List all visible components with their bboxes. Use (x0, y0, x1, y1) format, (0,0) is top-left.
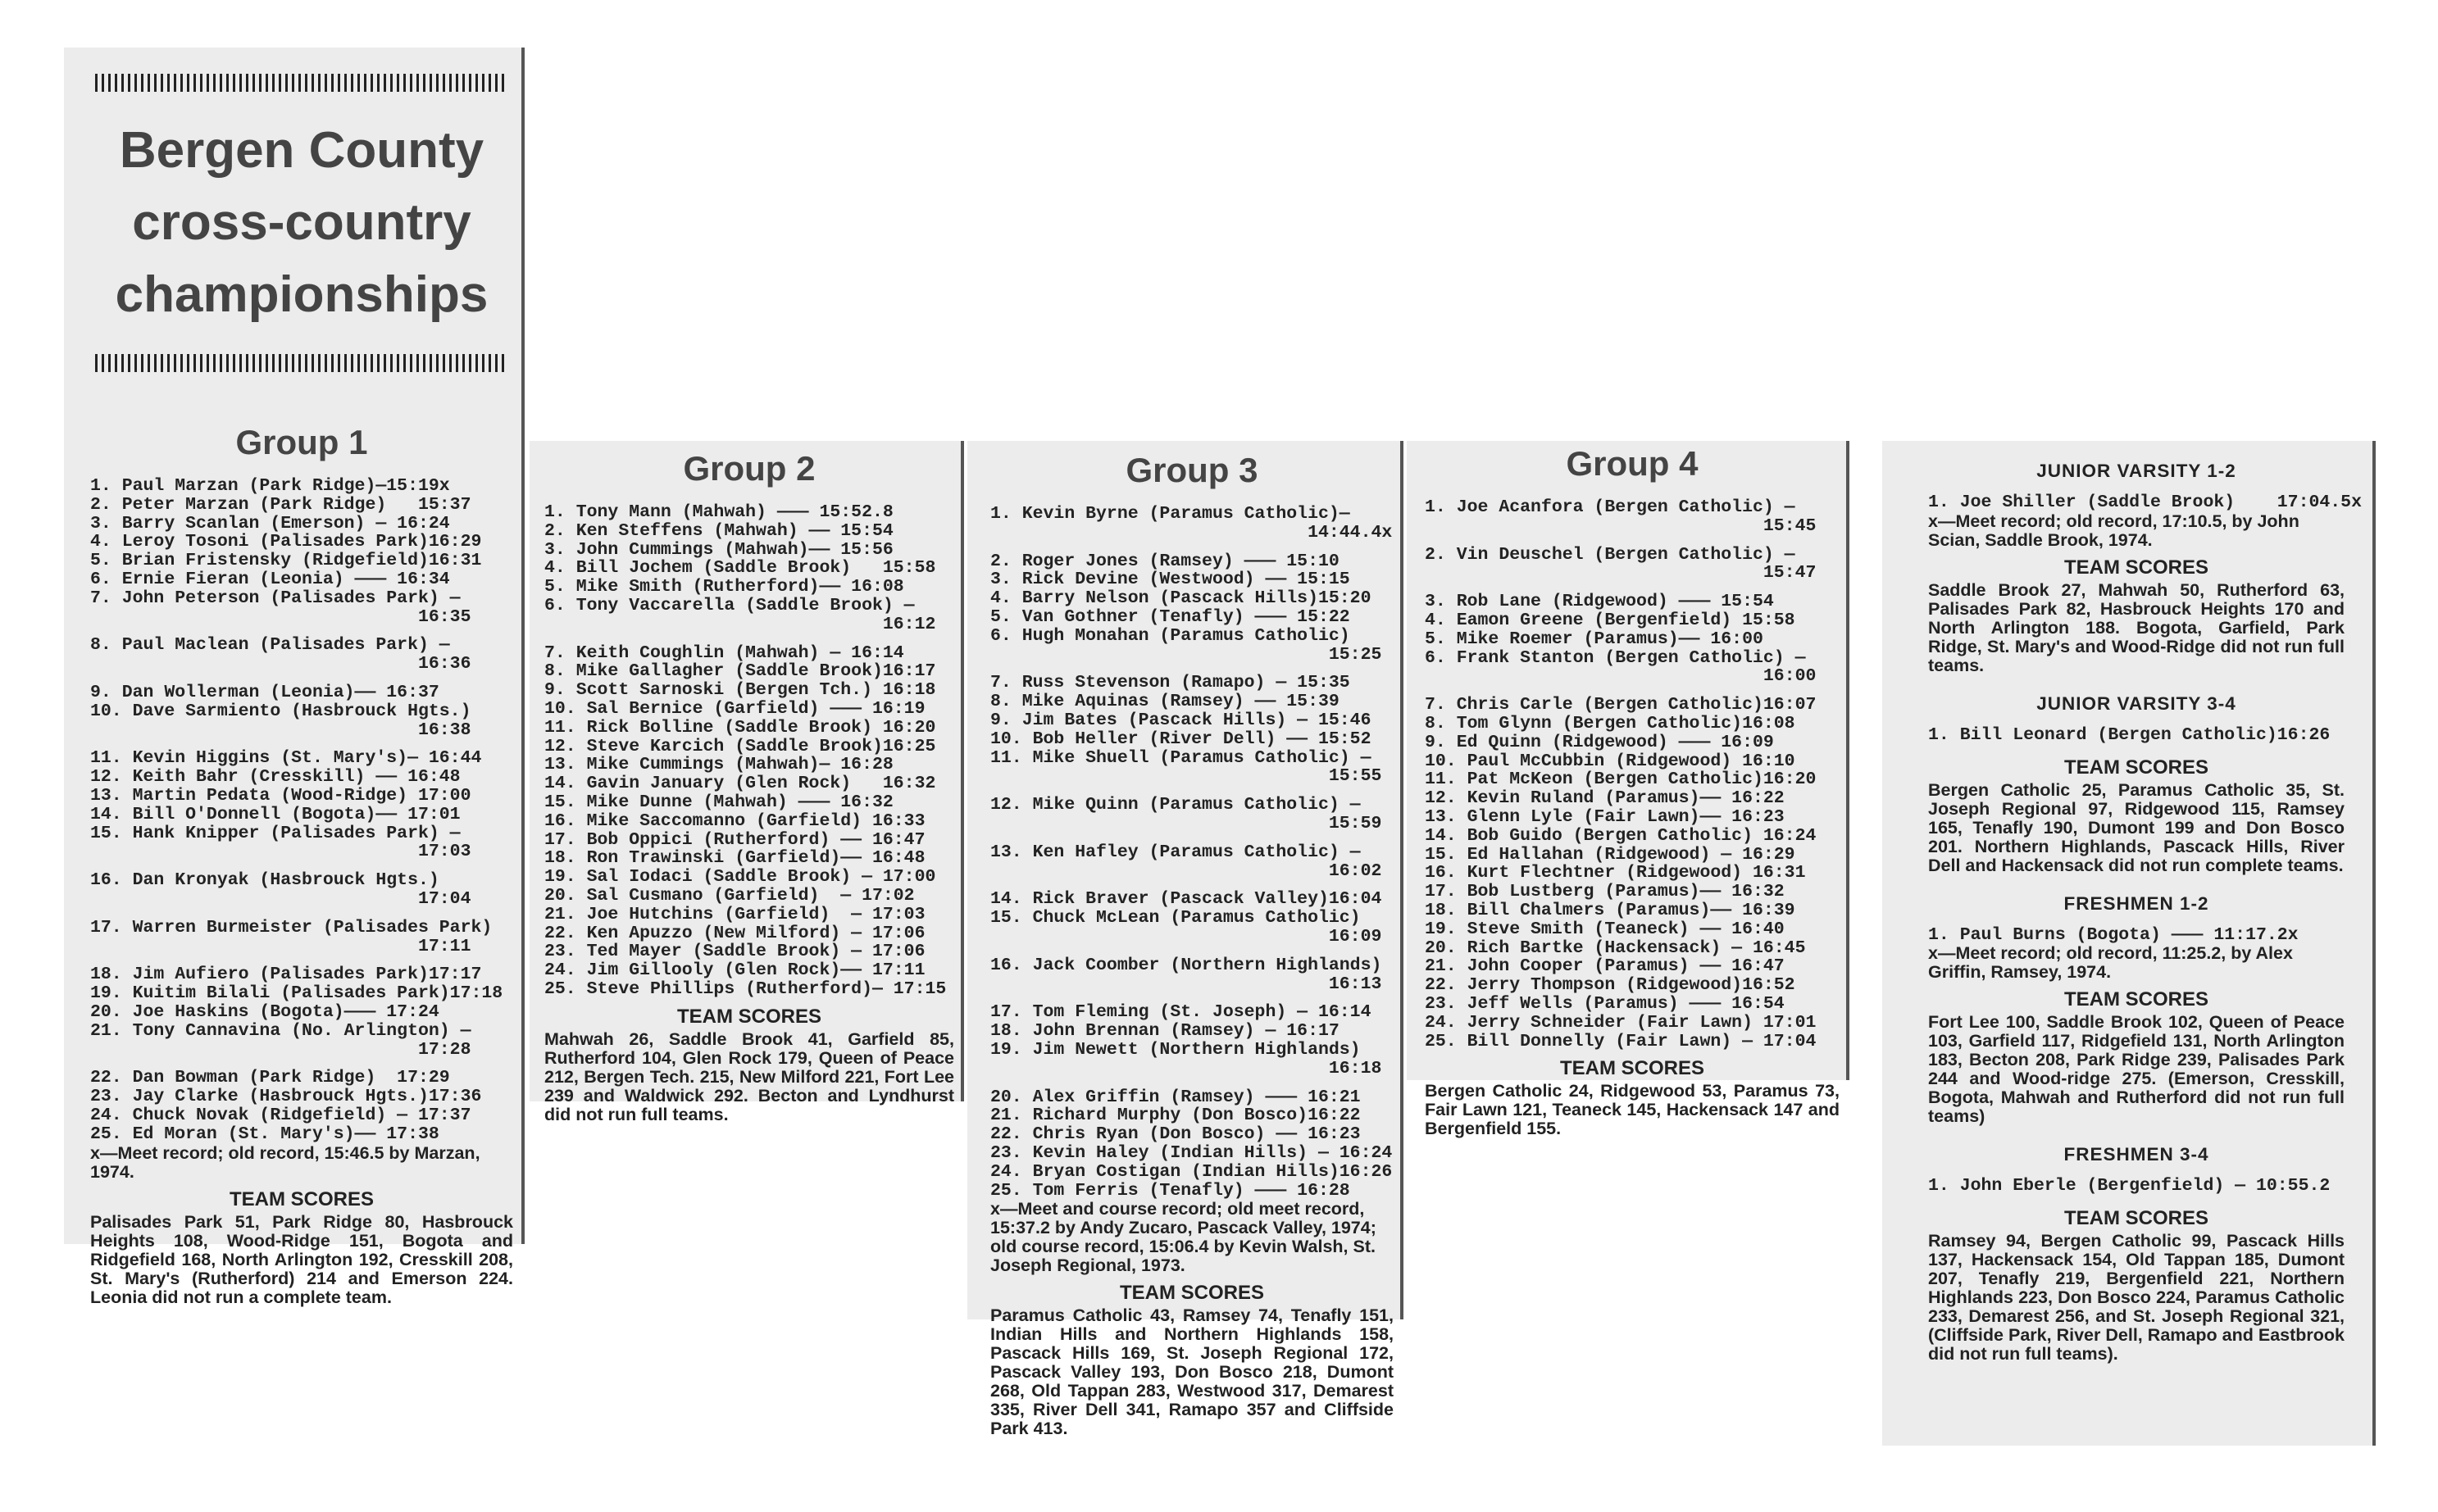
result-line: 14. Bob Guido (Bergen Catholic) 16:24 (1425, 825, 1817, 846)
clipping-group-2 (530, 441, 964, 1124)
fr12-team-scores: Fort Lee 100, Saddle Brook 102, Queen of Peace 103, Garfield 117, Ridgefield 131, North Arlington 183, Becton 208, Park Ridge 239, Palisades Park 244 and Wood-ridge 275. (Emerson, Cresskill, Bogota, Mahwah and Rutherford did not run full teams) (1928, 1012, 2345, 1127)
group-4-title: Group 4 (1566, 444, 1699, 483)
result-line: 14. Bill O'Donnell (Bogota)—— 17:01 (90, 804, 461, 824)
result-line: 5. Brian Fristensky (Ridgefield)16:31 (90, 551, 482, 571)
fr34-title: FRESHMEN 3-4 (2063, 1144, 2209, 1165)
result-line: 12. Mike Quinn (Paramus Catholic) — (990, 795, 1361, 815)
result-line: 10. Paul McCubbin (Ridgewood) 16:10 (1425, 751, 1795, 771)
result-line: 15. Hank Knipper (Palisades Park) — (90, 823, 461, 843)
result-line: 2. Ken Steffens (Mahwah) —— 15:54 (544, 520, 894, 541)
top-rule (95, 74, 508, 92)
result-line: 11. Kevin Higgins (St. Mary's)— 16:44 (90, 748, 482, 769)
clipping-group-3 (967, 441, 1403, 1439)
headline-line-3: championships (115, 266, 489, 323)
result-line: 17. Bob Lustberg (Paramus)—— 16:32 (1425, 882, 1785, 902)
result-line: 21. John Cooper (Paramus) —— 16:47 (1425, 956, 1785, 977)
result-line: 25. Ed Moran (St. Mary's)—— 17:38 (90, 1124, 439, 1144)
result-line: 6. Frank Stanton (Bergen Catholic) — (1425, 647, 1806, 668)
result-line: 8. Mike Gallagher (Saddle Brook)16:17 (544, 661, 936, 682)
jv34-team-scores-title: TEAM SCORES (2063, 756, 2208, 779)
result-line: 1. Joe Acanfora (Bergen Catholic) — (1425, 497, 1795, 517)
result-line: 8. Paul Maclean (Palisades Park) — (90, 635, 450, 656)
result-line: 16. Kurt Flechtner (Ridgewood) 16:31 (1425, 863, 1806, 883)
group-1-note: x—Meet record; old record, 15:46.5 by Marzan, 1974. (90, 1142, 480, 1182)
fr34-team-scores-title: TEAM SCORES (2063, 1207, 2208, 1230)
result-line: 20. Sal Cusmano (Garfield) — 17:02 (544, 885, 915, 906)
group-3-team-scores-title: TEAM SCORES (1119, 1282, 1264, 1305)
result-line: 2. Roger Jones (Ramsey) ——— 15:10 (990, 551, 1340, 571)
result-line: 5. Van Gothner (Tenafly) ——— 15:22 (990, 606, 1350, 627)
result-line: 16:35 (90, 606, 471, 627)
result-line: 16:36 (90, 654, 471, 674)
headline-line-2: cross-country (132, 194, 471, 251)
group-1-team-scores-title: TEAM SCORES (229, 1187, 374, 1210)
result-line: 25. Tom Ferris (Tenafly) ——— 16:28 (990, 1180, 1350, 1201)
result-line: 23. Ted Mayer (Saddle Brook) — 17:06 (544, 942, 926, 962)
group-3-title: Group 3 (1126, 451, 1258, 489)
headline-line-1: Bergen County (119, 122, 484, 179)
group-1-team-scores: Palisades Park 51, Park Ridge 80, Hasbrouck Heights 108, Wood-Ridge 151, Bogota and Ridgefield 168, North Arlington 192, Cresskill 208, St. Mary's (Rutherford) 214 and Emerson 224. Leonia did not run a complete team. (90, 1211, 513, 1307)
result-line: 7. Russ Stevenson (Ramapo) — 15:35 (990, 673, 1350, 693)
result-line: 25. Bill Donnelly (Fair Lawn) — 17:04 (1425, 1031, 1817, 1051)
result-line: 18. Jim Aufiero (Palisades Park)17:17 (90, 965, 482, 985)
fr34-team-scores: Ramsey 94, Bergen Catholic 99, Pascack Hills 137, Hackensack 154, Old Tappan 185, Dumont 207, Tenafly 219, Bergenfield 221, Northern Highlands 223, Don Bosco 224, Paramus Catholic 233, Demarest 256, and St. Joseph Regional 321, (Cliffside Park, River Dell, Ramapo and Eastbrook did not run full teams). (1928, 1231, 2345, 1364)
result-line: 17:11 (90, 936, 471, 956)
result-line: 7. Chris Carle (Bergen Catholic)16:07 (1425, 695, 1817, 715)
result-line: 8. Tom Glynn (Bergen Catholic)16:08 (1425, 713, 1795, 733)
result-line: 3. Rob Lane (Ridgewood) ——— 15:54 (1425, 592, 1774, 612)
result-line: 3. Rick Devine (Westwood) —— 15:15 (990, 570, 1350, 590)
result-line: 13. Martin Pedata (Wood-Ridge) 17:00 (90, 785, 471, 806)
clipping-group-4 (1407, 441, 1849, 1139)
result-line: 7. Keith Coughlin (Mahwah) — 16:14 (544, 642, 904, 663)
result-line: 3. John Cummings (Mahwah)—— 15:56 (544, 539, 894, 560)
result-line: 19. Steve Smith (Teaneck) —— 16:40 (1425, 919, 1785, 939)
jv12-team-scores: Saddle Brook 27, Mahwah 50, Rutherford 63, Palisades Park 82, Hasbrouck Heights 170 and North Arlington 188. Bogota, Garfield, Park Ridge, St. Mary's and Wood-Ridge did not run full teams. (1928, 579, 2345, 675)
bottom-rule (95, 354, 508, 372)
result-line: 20. Alex Griffin (Ramsey) ——— 16:21 (990, 1087, 1361, 1107)
result-line: 15:59 (990, 813, 1382, 833)
group-4-team-scores-title: TEAM SCORES (1559, 1057, 1704, 1080)
group-3-team-scores: Paramus Catholic 43, Ramsey 74, Tenafly 151, Indian Hills and Northern Highlands 158, Pascack Hills 169, St. Joseph Regional 172, Pascack Valley 193, Don Bosco 218, Dumont 268, Old Tappan 283, Westwood 317, Demarest 335, River Dell 341, Ramapo 357 and Cliffside Park 413. (990, 1305, 1394, 1439)
group-1-title: Group 1 (235, 423, 368, 461)
result-line: 9. Dan Wollerman (Leonia)—— 16:37 (90, 682, 439, 702)
result-line: 24. Jerry Schneider (Fair Lawn) 17:01 (1425, 1012, 1817, 1033)
result-line: 17:04 (90, 888, 471, 909)
result-line: 22. Jerry Thompson (Ridgewood)16:52 (1425, 975, 1795, 996)
jv12-result: 1. Joe Shiller (Saddle Brook) 17:04.5x (1928, 493, 2362, 512)
result-line: 25. Steve Phillips (Rutherford)— 17:15 (544, 978, 947, 999)
result-line: 21. Joe Hutchins (Garfield) — 17:03 (544, 904, 926, 924)
result-line: 16:09 (990, 926, 1382, 947)
result-line: 23. Jay Clarke (Hasbrouck Hgts.)17:36 (90, 1087, 482, 1107)
fr12-title: FRESHMEN 1-2 (2063, 892, 2209, 914)
result-line: 10. Dave Sarmiento (Hasbrouck Hgts.) (90, 701, 471, 721)
group-2-team-scores: Mahwah 26, Saddle Brook 41, Garfield 85, Rutherford 104, Glen Rock 179, Queen of Peace 212, Bergen Tech. 215, New Milford 221, Fort Lee 239 and Waldwick 292. Becton and Lyndhurst did not run full teams. (544, 1028, 954, 1124)
result-line: 22. Dan Bowman (Park Ridge) 17:29 (90, 1068, 450, 1088)
result-line: 13. Ken Hafley (Paramus Catholic) — (990, 842, 1361, 862)
result-line: 19. Kuitim Bilali (Palisades Park)17:18 (90, 983, 503, 1004)
jv12-title: JUNIOR VARSITY 1-2 (2036, 461, 2236, 481)
result-line: 13. Mike Cummings (Mahwah)— 16:28 (544, 755, 894, 775)
result-line: 15. Chuck McLean (Paramus Catholic) (990, 908, 1361, 929)
result-line: 16. Jack Coomber (Northern Highlands) (990, 955, 1382, 975)
result-line: 6. Tony Vaccarella (Saddle Brook) — (544, 595, 915, 615)
group-3-note: x—Meet and course record; old meet record, 15:37.2 by Andy Zucaro, Pascack Valley, 1974; old course record, 15:06.4 by Kevin Walsh, St. Joseph Regional, 1973. (990, 1199, 1376, 1276)
result-line: 24. Chuck Novak (Ridgefield) — 17:37 (90, 1105, 471, 1125)
headline (90, 115, 513, 331)
result-line: 4. Barry Nelson (Pascack Hills)15:20 (990, 588, 1371, 609)
result-line: 1. Kevin Byrne (Paramus Catholic)— (990, 504, 1350, 524)
result-line: 16:12 (544, 614, 936, 634)
result-line: 19. Sal Iodaci (Saddle Brook) — 17:00 (544, 867, 936, 888)
result-line: 19. Jim Newett (Northern Highlands) (990, 1039, 1361, 1060)
group-2-team-scores-title: TEAM SCORES (676, 1005, 821, 1028)
result-line: 1. Paul Marzan (Park Ridge)—15:19x (90, 476, 450, 496)
result-line: 22. Chris Ryan (Don Bosco) —— 16:23 (990, 1124, 1361, 1145)
result-line: 6. Hugh Monahan (Paramus Catholic) (990, 625, 1350, 646)
result-line: 18. Ron Trawinski (Garfield)—— 16:48 (544, 848, 926, 869)
result-line: 22. Ken Apuzzo (New Milford) — 17:06 (544, 923, 926, 943)
result-line: 11. Rick Bolline (Saddle Brook) 16:20 (544, 717, 936, 738)
result-line: 1. Tony Mann (Mahwah) ——— 15:52.8 (544, 502, 894, 522)
fr12-team-scores-title: TEAM SCORES (2063, 988, 2208, 1011)
fr34-result: 1. John Eberle (Bergenfield) — 10:55.2 (1928, 1176, 2331, 1196)
result-line: 15:45 (1425, 515, 1817, 536)
result-line: 17. Warren Burmeister (Palisades Park) (90, 917, 493, 938)
result-line: 4. Leroy Tosoni (Palisades Park)16:29 (90, 532, 482, 552)
result-line: 15:25 (990, 644, 1382, 665)
result-line: 15:55 (990, 766, 1382, 787)
result-line: 20. Joe Haskins (Bogota)——— 17:24 (90, 1001, 439, 1022)
jv34-result: 1. Bill Leonard (Bergen Catholic)16:26 (1928, 724, 2331, 745)
result-line: 14. Rick Braver (Pascack Valley)16:04 (990, 889, 1382, 910)
result-line: 2. Vin Deuschel (Bergen Catholic) — (1425, 544, 1795, 565)
result-line: 9. Jim Bates (Pascack Hills) — 15:46 (990, 710, 1371, 730)
result-line: 23. Kevin Haley (Indian Hills) — 16:24 (990, 1142, 1393, 1163)
result-line: 9. Ed Quinn (Ridgewood) ——— 16:09 (1425, 732, 1774, 752)
result-line: 4. Eamon Greene (Bergenfield) 15:58 (1425, 610, 1795, 630)
jv12-team-scores-title: TEAM SCORES (2063, 556, 2208, 579)
result-line: 10. Bob Heller (River Dell) —— 15:52 (990, 729, 1371, 749)
result-line: 8. Mike Aquinas (Ramsey) —— 15:39 (990, 692, 1340, 712)
group-2-title: Group 2 (683, 449, 816, 488)
result-line: 3. Barry Scanlan (Emerson) — 16:24 (90, 513, 450, 534)
result-line: 11. Mike Shuell (Paramus Catholic) — (990, 747, 1371, 768)
result-line: 14:44.4x (990, 522, 1393, 543)
group-4-team-scores: Bergen Catholic 24, Ridgewood 53, Paramus 73, Fair Lawn 121, Teaneck 145, Hackensack 147 and Bergenfield 155. (1425, 1081, 1840, 1139)
result-line: 17. Tom Fleming (St. Joseph) — 16:14 (990, 1002, 1371, 1023)
jv34-title: JUNIOR VARSITY 3-4 (2036, 692, 2236, 714)
result-line: 16. Mike Saccomanno (Garfield) 16:33 (544, 810, 926, 831)
result-line: 16:38 (90, 720, 471, 740)
group-1-results (90, 477, 513, 1144)
result-line: 16:13 (990, 974, 1382, 994)
result-line: 4. Bill Jochem (Saddle Brook) 15:58 (544, 558, 936, 579)
result-line: 24. Jim Gillooly (Glen Rock)—— 17:11 (544, 960, 926, 981)
result-line: 12. Steve Karcich (Saddle Brook)16:25 (544, 736, 936, 756)
result-line: 17. Bob Oppici (Rutherford) —— 16:47 (544, 829, 926, 850)
result-line: 7. John Peterson (Palisades Park) — (90, 588, 461, 608)
result-line: 11. Pat McKeon (Bergen Catholic)16:20 (1425, 770, 1817, 790)
result-line: 23. Jeff Wells (Paramus) ——— 16:54 (1425, 993, 1785, 1014)
clipping-group-1 (64, 48, 525, 1307)
result-line: 10. Sal Bernice (Garfield) ——— 16:19 (544, 698, 926, 719)
result-line: 14. Gavin January (Glen Rock) 16:32 (544, 774, 936, 794)
result-line: 13. Glenn Lyle (Fair Lawn)—— 16:23 (1425, 806, 1785, 827)
result-line: 6. Ernie Fieran (Leonia) ——— 16:34 (90, 569, 450, 589)
result-line: 18. John Brennan (Ramsey) — 16:17 (990, 1021, 1340, 1042)
result-line: 16. Dan Kronyak (Hasbrouck Hgts.) (90, 870, 439, 891)
clipping-junior-freshmen (1882, 441, 2376, 1446)
fr12-result: 1. Paul Burns (Bogota) ——— 11:17.2x (1928, 924, 2299, 945)
fr12-note: x—Meet record; old record, 11:25.2, by Alex Griffin, Ramsey, 1974. (1928, 943, 2293, 983)
result-line: 17:28 (90, 1039, 471, 1060)
jv12-note: x—Meet record; old record, 17:10.5, by John Scian, Saddle Brook, 1974. (1928, 511, 2299, 550)
result-line: 5. Mike Smith (Rutherford)—— 16:08 (544, 577, 904, 597)
result-line: 17:03 (90, 842, 471, 862)
result-line: 15. Mike Dunne (Mahwah) ——— 16:32 (544, 792, 894, 812)
group-4-results (1425, 498, 1840, 1051)
result-line: 24. Bryan Costigan (Indian Hills)16:26 (990, 1161, 1393, 1182)
result-line: 21. Richard Murphy (Don Bosco)16:22 (990, 1106, 1361, 1126)
result-line: 12. Keith Bahr (Cresskill) —— 16:48 (90, 767, 461, 788)
result-line: 12. Kevin Ruland (Paramus)—— 16:22 (1425, 788, 1785, 809)
result-line: 2. Peter Marzan (Park Ridge) 15:37 (90, 494, 471, 515)
result-line: 16:02 (990, 860, 1382, 881)
result-line: 16:00 (1425, 666, 1817, 687)
result-line: 15. Ed Hallahan (Ridgewood) — 16:29 (1425, 844, 1795, 865)
result-line: 16:18 (990, 1058, 1382, 1078)
result-line: 21. Tony Cannavina (No. Arlington) — (90, 1020, 471, 1041)
result-line: 9. Scott Sarnoski (Bergen Tch.) 16:18 (544, 680, 936, 701)
group-2-results (544, 503, 954, 999)
jv34-team-scores: Bergen Catholic 25, Paramus Catholic 35, St. Joseph Regional 97, Ridgewood 115, Ramsey 165, Tenafly 190, Dumont 199 and Don Bosco 201. Northern Highlands, Pascack Hills, River Dell and Hackensack did not run complete teams. (1928, 779, 2345, 875)
result-line: 20. Rich Bartke (Hackensack) — 16:45 (1425, 938, 1806, 958)
result-line: 15:47 (1425, 563, 1817, 583)
result-line: 18. Bill Chalmers (Paramus)—— 16:39 (1425, 900, 1795, 920)
group-3-results (990, 505, 1394, 1200)
result-line: 5. Mike Roemer (Paramus)—— 16:00 (1425, 629, 1763, 649)
